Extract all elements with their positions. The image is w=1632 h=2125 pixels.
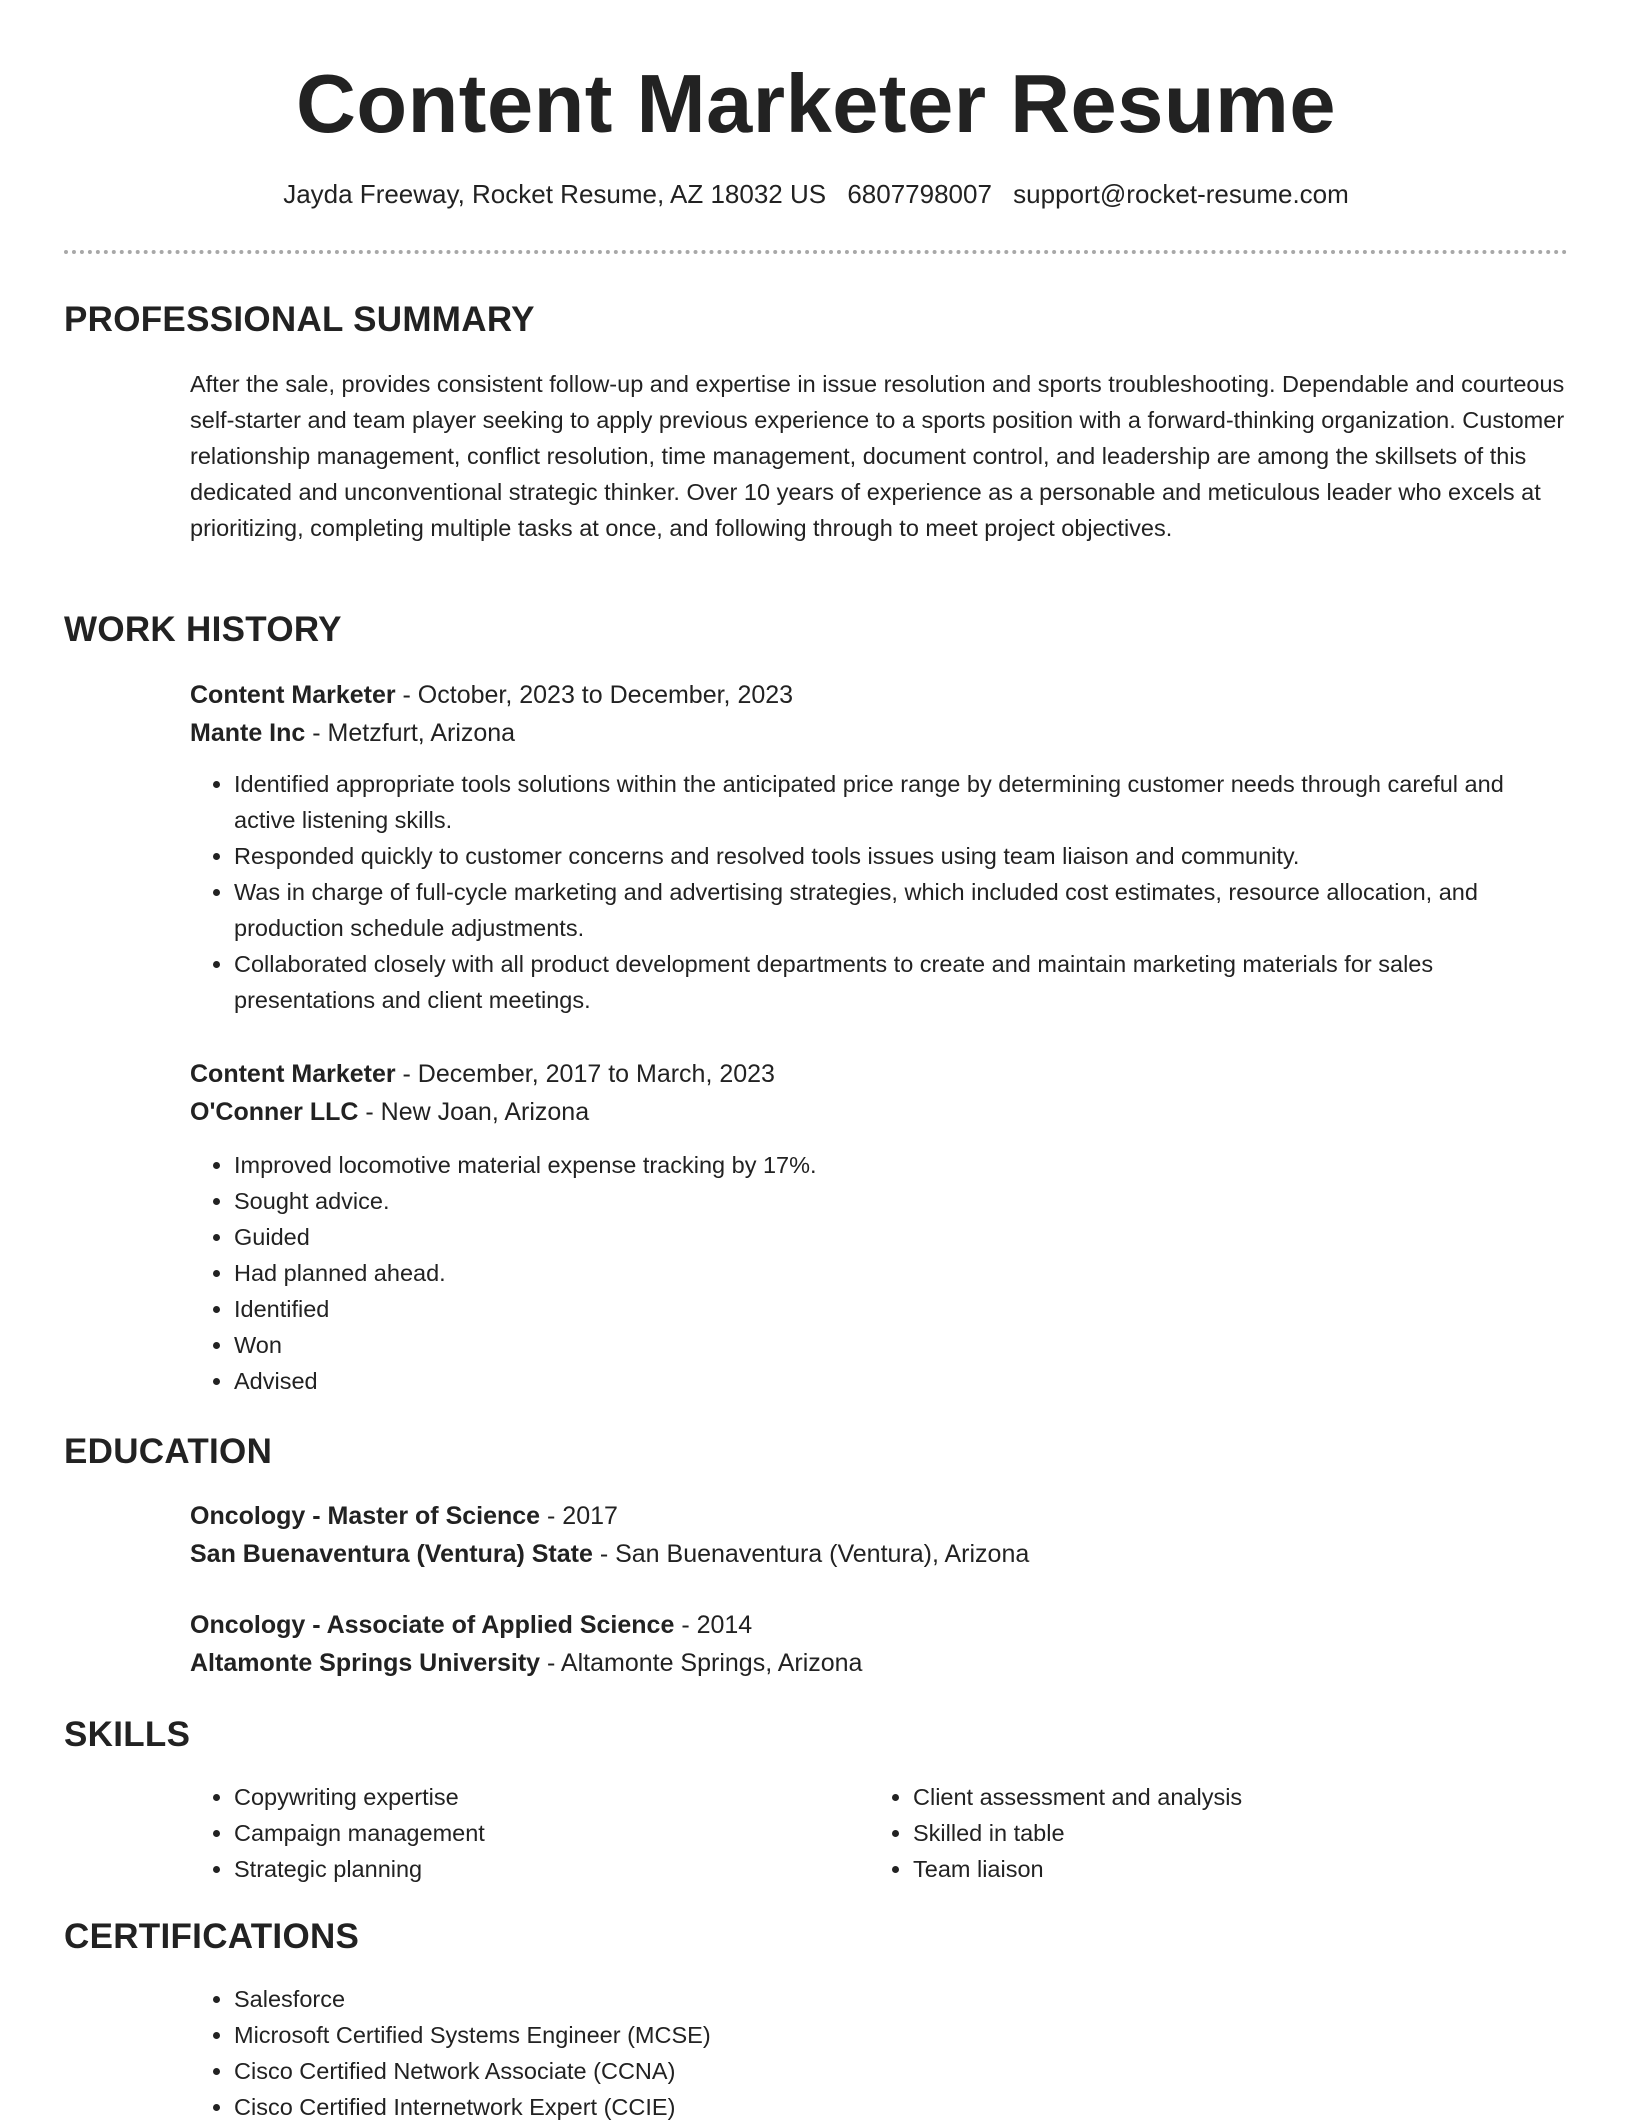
list-item: • Sought advice.: [234, 1183, 1570, 1219]
job-company-line: [190, 1093, 1570, 1131]
list-item: • Had planned ahead.: [234, 1255, 1570, 1291]
job-title: Content Marketer: [190, 681, 396, 709]
education-degree-line: [190, 1497, 1570, 1535]
list-item: • Identified appropriate tools solutions within the anticipated price range by determining customer needs through careful and active listening skills.: [234, 766, 1570, 838]
summary-heading: PROFESSIONAL SUMMARY: [64, 300, 535, 339]
contact-phone: 6807798007: [847, 179, 992, 209]
education-degree: Oncology - Associate of Applied Science: [190, 1611, 675, 1639]
education-school-line: [190, 1535, 1570, 1573]
list-item: • Won: [234, 1327, 1570, 1363]
education-location: - San Buenaventura (Ventura), Arizona: [592, 1540, 1030, 1568]
list-item: • Identified: [234, 1291, 1570, 1327]
work-history-heading: WORK HISTORY: [64, 610, 342, 649]
skills-column-left: [190, 1779, 810, 1887]
list-item: • Was in charge of full-cycle marketing and advertising strategies, which included cost estimates, resource allocation, and production schedule adjustments.: [234, 874, 1570, 946]
list-item: • Microsoft Certified Systems Engineer (MCSE): [234, 2017, 1570, 2053]
summary-text: After the sale, provides consistent follow-up and expertise in issue resolution and sports troubleshooting. Dependable and courteous self-starter and team player seeking to apply previous experience to a sports position with a forward-thinking organization. Customer relationship management, conflict resolution, time management, document control, and leadership are among the skillsets of this dedicated and unconventional strategic thinker. Over 10 years of experience as a personable and meticulous leader who excels at prioritizing, completing multiple tasks at once, and following through to meet project objectives.: [190, 371, 1565, 541]
skills-list-right: [869, 1779, 1489, 1887]
education-location: - Altamonte Springs, Arizona: [540, 1649, 863, 1677]
job-title-line: [190, 676, 1570, 714]
list-item: • Cisco Certified Network Associate (CCNA): [234, 2053, 1570, 2089]
contact-email: support@rocket-resume.com: [1013, 179, 1349, 209]
certifications-list: [190, 1981, 1570, 2125]
job-company: Mante Inc: [190, 719, 306, 747]
header-divider: [64, 250, 1568, 254]
summary-section: [190, 366, 1570, 546]
list-item: • Skilled in table: [913, 1815, 1489, 1851]
education-school-line: [190, 1644, 1570, 1682]
education-entry: [190, 1497, 1570, 1573]
education-year: - 2014: [674, 1611, 753, 1639]
list-item: • Responded quickly to customer concerns and resolved tools issues using team liaison and community.: [234, 838, 1570, 874]
job-title-line: [190, 1055, 1570, 1093]
job-entry: [190, 1055, 1570, 1399]
list-item: • Copywriting expertise: [234, 1779, 810, 1815]
list-item: • Advised: [234, 1363, 1570, 1399]
job-location: - New Joan, Arizona: [358, 1098, 590, 1126]
education-degree: Oncology - Master of Science: [190, 1502, 541, 1530]
contact-address: Jayda Freeway, Rocket Resume, AZ 18032 US: [283, 179, 827, 209]
education-heading: EDUCATION: [64, 1432, 273, 1471]
list-item: • Team liaison: [913, 1851, 1489, 1887]
education-school: San Buenaventura (Ventura) State: [190, 1540, 593, 1568]
job-company-line: [190, 714, 1570, 752]
job-dates: - December, 2017 to March, 2023: [395, 1060, 775, 1088]
job-company: O'Conner LLC: [190, 1098, 359, 1126]
education-school: Altamonte Springs University: [190, 1649, 541, 1677]
education-year: - 2017: [540, 1502, 618, 1530]
list-item: • Campaign management: [234, 1815, 810, 1851]
list-item: • Cisco Certified Internetwork Expert (CCIE): [234, 2089, 1570, 2125]
job-location: - Metzfurt, Arizona: [305, 719, 516, 747]
job-entry: [190, 676, 1570, 1018]
education-entry: [190, 1606, 1570, 1682]
job-dates: - October, 2023 to December, 2023: [395, 681, 794, 709]
list-item: • Salesforce: [234, 1981, 1570, 2017]
list-item: • Guided: [234, 1219, 1570, 1255]
job-title: Content Marketer: [190, 1060, 396, 1088]
resume-page: [64, 0, 1568, 2120]
certifications-heading: CERTIFICATIONS: [64, 1917, 360, 1956]
education-degree-line: [190, 1606, 1570, 1644]
job-bullets: [190, 766, 1570, 1018]
job-bullets: [190, 1147, 1570, 1399]
skills-column-right: [869, 1779, 1489, 1887]
skills-list-left: [190, 1779, 810, 1887]
list-item: • Strategic planning: [234, 1851, 810, 1887]
contact-line: [64, 177, 1568, 211]
list-item: • Client assessment and analysis: [913, 1779, 1489, 1815]
skills-heading: SKILLS: [64, 1715, 191, 1754]
certifications-section: [190, 1981, 1570, 2125]
list-item: • Collaborated closely with all product development departments to create and maintain marketing materials for sales presentations and client meetings.: [234, 946, 1570, 1018]
page-title: Content Marketer Resume: [295, 57, 1337, 150]
list-item: • Improved locomotive material expense tracking by 17%.: [234, 1147, 1570, 1183]
